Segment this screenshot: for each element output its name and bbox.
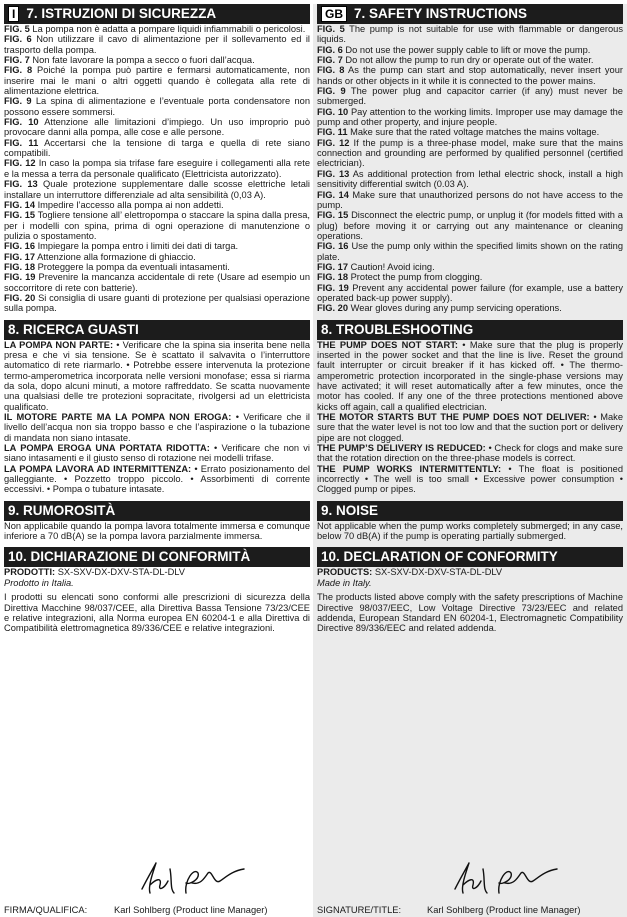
noise-text-it: Non applicabile quando la pompa lavora totalmente immersa e comunque inferiore a 70 dB(A) se la pompa lavora parzialmente immersa. xyxy=(4,520,310,542)
safety-item xyxy=(4,24,310,34)
safety-item xyxy=(317,107,623,128)
figure-label: FIG. 20 xyxy=(4,292,36,303)
fault-label: THE PUMP’S DELIVERY IS REDUCED: xyxy=(317,443,486,454)
instruction-text: In caso la pompa sia trifase fare eseguire i collegamenti alla rete e la messa a terra da personale qualificato (Elettricista autorizzato). xyxy=(4,158,310,179)
safety-item xyxy=(4,210,310,241)
safety-item xyxy=(317,190,623,211)
figure-label: FIG. 9 xyxy=(4,96,32,107)
section-title: 10. DECLARATION OF CONFORMITY xyxy=(321,549,558,565)
fault-label: LA POMPA LAVORA AD INTERMITTENZA: xyxy=(4,463,192,474)
fault-remedy: • Make sure that the plug is properly inserted in the power socket and that the line is live. Reset the ground fault interrupter or circuit breaker if it has kicked off. • The thermo-amperometric protection incorporated in the single-phase versions may have activated; it will reset automatically after a few minutes, once the motor has cooled. If any one of the three protections mentioned above kicks off again, call a qualified electrician. xyxy=(317,339,623,412)
figure-label: FIG. 18 xyxy=(4,261,36,272)
instruction-text: Non utilizzare il cavo di alimentazione per il sollevamento ed il trasporto della pompa. xyxy=(4,34,310,55)
italian-column xyxy=(0,4,314,917)
products-line-it xyxy=(4,567,310,577)
safety-item xyxy=(4,96,310,117)
instruction-text: La pompa non è adatta a pompare liquidi infiammabili o pericolosi. xyxy=(29,24,306,34)
safety-item xyxy=(317,138,623,169)
section-title: 9. RUMOROSITÀ xyxy=(8,502,116,518)
instruction-text: Protect the pump from clogging. xyxy=(348,272,483,283)
instruction-text: If the pump is a three-phase model, make sure that the mains connection and grounding are performed by qualified personnel (certified electrician). xyxy=(317,137,623,169)
fault-remedy: • The float is positioned incorrectly • The well is too small • Excessive power consumption • Clogged pump or pipes. xyxy=(317,463,623,495)
figure-label: FIG. 17 xyxy=(4,251,36,262)
declaration-text-it: I prodotti su elencati sono conformi alle prescrizioni di sicurezza della Direttiva Macchine 98/037/CEE, alla Direttiva Bassa Tensione 73/23/CEE e relative integrazioni, alla Norma europea EN 60204-1 e alla Direttiva di Compatibilità elettromagnetica 89/336/CEE e relative integrazioni. xyxy=(4,592,310,634)
troubleshooting-item xyxy=(4,340,310,412)
fault-label: THE PUMP WORKS INTERMITTENTLY: xyxy=(317,463,502,474)
instruction-text: Do not use the power supply cable to lift or move the pump. xyxy=(342,44,591,55)
fault-label: THE PUMP DOES NOT START: xyxy=(317,339,458,350)
section-header-safety-gb xyxy=(317,4,623,24)
section-title: 7. ISTRUZIONI DI SICUREZZA xyxy=(26,6,217,21)
instruction-text: Make sure that unauthorized persons do not have access to the pump. xyxy=(317,189,623,210)
troubleshooting-item xyxy=(317,443,623,464)
instruction-text: Si consiglia di usare guanti di protezione per qualsiasi operazione sulla pompa. xyxy=(4,292,310,314)
figure-label: FIG. 20 xyxy=(317,303,349,314)
signature-block-gb xyxy=(317,859,623,917)
figure-label: FIG. 12 xyxy=(4,158,36,169)
instruction-text: Pay attention to the working limits. Improper use may damage the pump and other property, and injure people. xyxy=(317,106,623,128)
noise-text-gb: Not applicable when the pump works completely submerged; in any case, below 70 dB(A) if the pump is operating partially submerged. xyxy=(317,520,623,542)
language-flag-gb: GB xyxy=(321,6,347,22)
made-in-gb: Made in Italy. xyxy=(317,577,372,588)
language-flag-it: I xyxy=(8,6,19,22)
instruction-text: La spina di alimentazione e l’eventuale porta condensatore non possono essere sommersi. xyxy=(4,96,310,117)
figure-label: FIG. 19 xyxy=(317,282,349,293)
figure-label: FIG. 8 xyxy=(317,65,345,76)
safety-item xyxy=(317,241,623,262)
figure-label: FIG. 7 xyxy=(317,55,343,66)
instruction-text: Impedire l’accesso alla pompa ai non addetti. xyxy=(35,199,224,210)
products-line-gb xyxy=(317,567,623,577)
troubleshooting-item xyxy=(4,412,310,443)
safety-item xyxy=(4,138,310,159)
fault-remedy: • Verificare che non vi siano intasamenti e il giusto senso di rotazione nei modelli trifase. xyxy=(4,443,310,464)
safety-item xyxy=(317,24,623,45)
safety-item xyxy=(317,210,623,241)
instruction-text: Impiegare la pompa entro i limiti dei dati di targa. xyxy=(35,241,239,252)
products-value: SX-SXV-DX-DXV-STA-DL-DLV xyxy=(57,567,185,578)
section-header-noise-it xyxy=(4,501,310,521)
section-header-troubleshooting-gb xyxy=(317,320,623,340)
troubleshooting-item xyxy=(317,464,623,495)
figure-label: FIG. 5 xyxy=(317,24,345,34)
figure-label: FIG. 16 xyxy=(4,241,36,252)
troubleshooting-item xyxy=(317,340,623,412)
section-title: 10. DICHIARAZIONE DI CONFORMITÀ xyxy=(8,549,251,565)
safety-item xyxy=(317,272,623,282)
safety-item xyxy=(317,86,623,107)
troubleshooting-list-it xyxy=(4,340,310,495)
fault-remedy: • Verificare che la spina sia inserita bene nella presa e che vi sia tensione. Se è scattato il salvavita o l’interruttore automatico di rete riarmarlo. • Potrebbe essere intervenuta la protezione termo-amperometrica incorporata nelle versioni monofase; essa si riarma da sola, dopo alcuni minuti, a motore raffreddato. Se scatta nuovamente una qualsiasi delle tre protezioni sopracitate, rivolgersi ad un elettricista qualificato. xyxy=(4,339,310,412)
safety-item xyxy=(317,262,623,272)
figure-label: FIG. 19 xyxy=(4,272,36,283)
section-header-safety-it xyxy=(4,4,310,24)
figure-label: FIG. 8 xyxy=(4,65,33,76)
instruction-text: Do not allow the pump to run dry or operate out of the water. xyxy=(342,55,594,66)
safety-item xyxy=(4,272,310,293)
safety-item xyxy=(4,293,310,314)
troubleshooting-item xyxy=(317,412,623,443)
figure-label: FIG. 16 xyxy=(317,241,349,252)
safety-item xyxy=(4,179,310,200)
instruction-text: Attenzione alle limitazioni d’impiego. Un uso improprio può provocare danni alla pompa, alle cose e alle persone. xyxy=(4,117,310,138)
figure-label: FIG. 9 xyxy=(317,86,346,97)
instruction-text: The power plug and capacitor carrier (if any) must never be submerged. xyxy=(317,86,623,107)
figure-label: FIG. 15 xyxy=(317,210,349,221)
troubleshooting-item xyxy=(4,464,310,495)
signatory-name: Karl Sohlberg (Product line Manager) xyxy=(114,905,268,915)
section-title: 8. TROUBLESHOOTING xyxy=(321,321,474,337)
safety-item xyxy=(4,117,310,138)
instruction-text: Poiché la pompa può partire e fermarsi automaticamente, non inserire mai le mani o altri oggetti quando è collegata alla rete di alimentazione elettrica. xyxy=(4,65,310,97)
signature-block-it xyxy=(4,859,310,917)
english-column xyxy=(313,4,627,917)
safety-list-it xyxy=(4,24,310,314)
fault-remedy: • Make sure that the water level is not too low and that the suction port or delivery pipe are not clogged. xyxy=(317,412,623,443)
figure-label: FIG. 10 xyxy=(4,117,39,128)
instruction-text: Make sure that the rated voltage matches the mains voltage. xyxy=(347,127,600,138)
instruction-text: Togliere tensione all’ elettropompa o staccare la spina dalla presa, per i modelli con spina, prima di ogni operazione di manutenzione o pulizia o spostamento. xyxy=(4,210,310,241)
fault-remedy: • Verificare che il livello dell’acqua non sia troppo basso e che l’aspirazione o la tubazione di mandata non siano intasate. xyxy=(4,412,310,443)
troubleshooting-item xyxy=(4,443,310,464)
handwritten-signature-icon xyxy=(447,859,567,903)
fault-label: THE MOTOR STARTS BUT THE PUMP DOES NOT DELIVER: xyxy=(317,412,590,423)
fault-remedy: • Check for clogs and make sure that the rotation direction on the three-phase models is correct. xyxy=(317,443,623,464)
safety-item xyxy=(317,55,623,65)
safety-item xyxy=(4,241,310,251)
fault-remedy: • Errato posizionamento del galleggiante. • Pozzetto troppo piccolo. • Assorbimenti di corrente eccessivi. • Pompa o tubature intasate. xyxy=(4,463,310,495)
figure-label: FIG. 15 xyxy=(4,210,36,221)
troubleshooting-list-gb xyxy=(317,340,623,495)
fault-label: LA POMPA NON PARTE: xyxy=(4,339,114,350)
fault-label: LA POMPA EROGA UNA PORTATA RIDOTTA: xyxy=(4,443,210,454)
figure-label: FIG. 18 xyxy=(317,272,349,283)
safety-item xyxy=(317,303,623,313)
figure-label: FIG. 11 xyxy=(317,127,348,138)
signatory-name: Karl Sohlberg (Product line Manager) xyxy=(427,905,581,915)
figure-label: FIG. 12 xyxy=(317,137,350,148)
instruction-text: Accertarsi che la tensione di targa e quella di rete siano compatibili. xyxy=(4,137,310,159)
section-title: 8. RICERCA GUASTI xyxy=(8,321,139,337)
instruction-text: Proteggere la pompa da eventuali intasamenti. xyxy=(35,261,230,272)
figure-label: FIG. 6 xyxy=(317,44,343,55)
safety-item xyxy=(4,55,310,65)
safety-item xyxy=(317,169,623,190)
figure-label: FIG. 10 xyxy=(317,106,349,117)
figure-label: FIG. 14 xyxy=(4,199,36,210)
figure-label: FIG. 7 xyxy=(4,55,30,66)
safety-item xyxy=(4,262,310,272)
section-header-declaration-gb xyxy=(317,547,623,567)
products-label: PRODUCTS: xyxy=(317,567,373,578)
figure-label: FIG. 6 xyxy=(4,34,32,45)
signature-label: FIRMA/QUALIFICA: xyxy=(4,905,88,915)
signature-line-gb xyxy=(317,905,623,915)
figure-label: FIG. 17 xyxy=(317,261,349,272)
figure-label: FIG. 13 xyxy=(4,179,38,190)
safety-item xyxy=(4,200,310,210)
instruction-text: The pump is not suitable for use with flammable or dangerous liquids. xyxy=(317,24,623,45)
figure-label: FIG. 5 xyxy=(4,24,30,34)
safety-item xyxy=(317,127,623,137)
products-label: PRODOTTI: xyxy=(4,567,56,578)
instruction-text: Quale protezione supplementare dalle scosse elettriche letali installare un interruttore differenziale ad alta sensibilità (0,03 A). xyxy=(4,179,310,200)
instruction-text: Prevent any accidental power failure (for example, use a battery operated back-up power supply). xyxy=(317,282,623,303)
safety-item xyxy=(317,65,623,86)
instruction-text: Use the pump only within the specified limits shown on the rating plate. xyxy=(317,241,623,262)
safety-item xyxy=(4,252,310,262)
products-value: SX-SXV-DX-DXV-STA-DL-DLV xyxy=(374,567,503,578)
fault-label: IL MOTORE PARTE MA LA POMPA NON EROGA: xyxy=(4,412,232,423)
section-header-declaration-it xyxy=(4,547,310,567)
section-header-troubleshooting-it xyxy=(4,320,310,340)
signature-line-it xyxy=(4,905,310,915)
safety-item xyxy=(317,283,623,304)
section-header-noise-gb xyxy=(317,501,623,521)
figure-label: FIG. 11 xyxy=(4,137,39,148)
section-title: 7. SAFETY INSTRUCTIONS xyxy=(354,6,528,21)
safety-item xyxy=(4,65,310,96)
figure-label: FIG. 13 xyxy=(317,168,350,179)
made-in-it: Prodotto in Italia. xyxy=(4,577,74,588)
signature-label: SIGNATURE/TITLE: xyxy=(317,905,402,915)
instruction-text: Non fate lavorare la pompa a secco o fuori dall’acqua. xyxy=(29,55,255,66)
instruction-text: As the pump can start and stop automatically, never insert your hands or other objects in it while it is connected to the power mains. xyxy=(317,65,623,86)
safety-list-gb xyxy=(317,24,623,314)
instruction-text: Caution! Avoid icing. xyxy=(348,261,435,272)
instruction-text: As additional protection from lethal electric shock, install a high sensitivity differential switch (0.03 A). xyxy=(317,168,623,190)
safety-item xyxy=(4,158,310,179)
safety-item xyxy=(317,45,623,55)
handwritten-signature-icon xyxy=(134,859,254,903)
safety-item xyxy=(4,34,310,55)
declaration-text-gb: The products listed above comply with the safety prescriptions of Machine Directive 98/037/EEC, Low Voltage Directive 73/23/EEC and related addenda, European Standard EN 60204-1, Electromagnetic Compatibility Directive 89/336/EEC and related addenda. xyxy=(317,592,623,634)
figure-label: FIG. 14 xyxy=(317,189,349,200)
instruction-text: Disconnect the electric pump, or unplug it (for models fitted with a plug) before moving it or carrying out any maintenance or cleaning operations. xyxy=(317,210,623,241)
instruction-text: Attenzione alla formazione di ghiaccio. xyxy=(35,251,196,262)
instruction-text: Prevenire la mancanza accidentale di rete (Usare ad esempio un soccorritore di rete con batterie). xyxy=(4,272,310,293)
section-title: 9. NOISE xyxy=(321,502,379,518)
instruction-text: Wear gloves during any pump servicing operations. xyxy=(348,303,562,314)
